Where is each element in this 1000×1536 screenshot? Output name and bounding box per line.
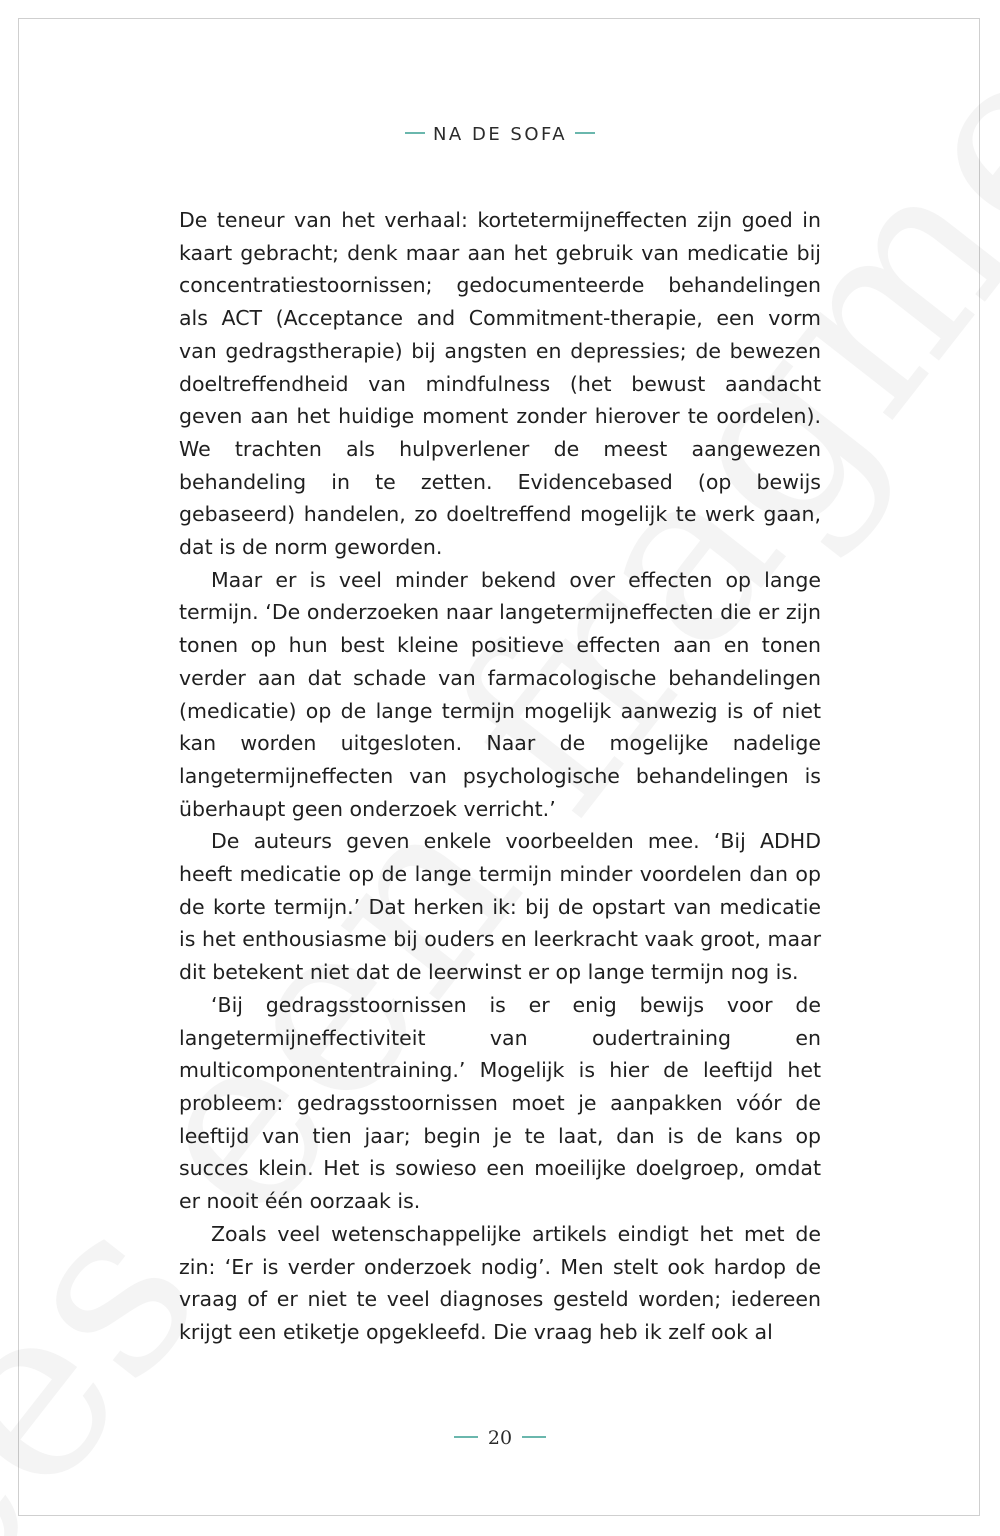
page-number [0, 1427, 1000, 1449]
paragraph: De auteurs geven enkele voorbeelden mee. ‘Bij ADHD heeft medicatie op de lange termijn minder voordelen dan op de korte termijn.’ Dat herken ik: bij de opstart van medicatie is het enthousiasme bij ouders en leerkracht vaak groot, maar dit betekent niet dat de leerwinst er op lange termijn nog is. [179, 829, 821, 985]
running-head-rule-right [575, 132, 595, 134]
body-text [179, 204, 821, 1349]
running-head [0, 124, 1000, 145]
paragraph: Zoals veel wetenschappelijke artikels eindigt het met de zin: ‘Er is verder onderzoek nodig’. Men stelt ook hardop de vraag of er niet te veel diagnoses gesteld worden; iedereen krijgt een etiketje opgekleefd. Die vraag heb ik zelf ook al [179, 1221, 821, 1344]
running-head-rule-left [405, 132, 425, 134]
page-number-value: 20 [487, 1427, 513, 1449]
paragraph: De teneur van het verhaal: kortetermijneffecten zijn goed in kaart gebracht; denk maar aan het gebruik van medicatie bij concentratiestoornissen; gedocumenteerde behandelingen als ACT (Acceptance and Commitment-therapie, een vorm van gedragstherapie) bij angsten en depressies; de bewezen doeltreffendheid van mindfulness (het bewust aandacht geven aan het huidige moment zonder hierover te oordelen). We trachten als hulpverlener de meest aangewezen behandeling in te zetten. Evidencebased (op bewijs gebaseerd) handelen, zo doeltreffend mogelijk te werk gaan, dat is de norm geworden. [179, 208, 821, 560]
paragraph: ‘Bij gedragsstoornissen is er enig bewijs voor de langetermijneffectiviteit van oudertraining en multicomponententraining.’ Mogelijk is hier de leeftijd het probleem: gedragsstoornissen moet je aanpakken vóór de leeftijd van tien jaar; begin je te laat, dan is de kans op succes klein. Het is sowieso een moeilijke doelgroep, omdat er nooit één oorzaak is. [179, 992, 821, 1214]
folio-rule-right [522, 1436, 546, 1438]
running-head-title: NA DE SOFA [432, 124, 568, 145]
folio-rule-left [454, 1436, 478, 1438]
paragraph: Maar er is veel minder bekend over effecten op lange termijn. ‘De onderzoeken naar langetermijneffecten die er zijn tonen op hun best kleine positieve effecten aan en tonen verder aan dat schade van farmacologische behandelingen (medicatie) op de lange termijn mogelijk aanwezig is of niet kan worden uitgesloten. Naar de mogelijke nadelige langetermijneffecten van psychologische behandelingen is überhaupt geen onderzoek verricht.’ [179, 567, 821, 821]
